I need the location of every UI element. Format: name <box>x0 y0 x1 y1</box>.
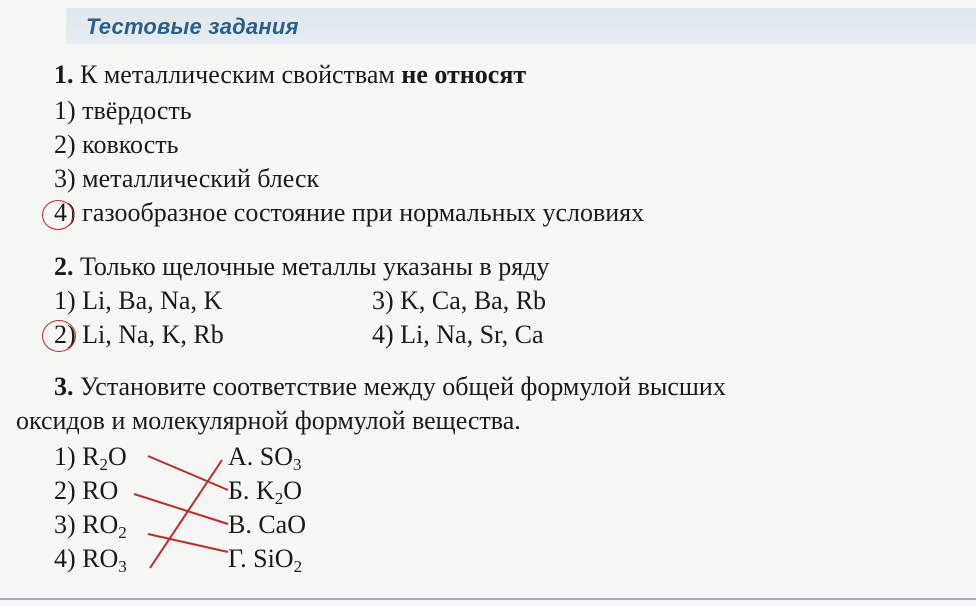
q2-option-3: 3) K, Ca, Ba, Rb <box>372 286 547 315</box>
left-item-label: 3) <box>54 510 76 539</box>
left-formula-subscript: 2 <box>118 523 127 542</box>
right-formula-subscript: 2 <box>274 489 284 508</box>
right-item-label: Б. <box>228 476 250 505</box>
right-formula: CaO <box>258 510 307 539</box>
right-item-label: Г. <box>228 544 247 573</box>
q1-option-1: 1) твёрдость <box>54 96 192 125</box>
match-line-2-v <box>134 494 228 524</box>
left-formula: RO <box>82 510 119 539</box>
question-1-text: К металлическим свойствам <box>80 60 395 89</box>
left-formula: RO <box>82 544 119 573</box>
right-formula: SO <box>259 442 294 471</box>
match-line-1-b <box>148 456 228 490</box>
left-formula: R <box>82 442 100 471</box>
page-title: Тестовые задания <box>86 14 299 39</box>
right-formula: SiO <box>253 544 294 573</box>
q1-option-3: 3) металлический блеск <box>54 164 320 193</box>
question-1-number: 1. <box>54 60 74 89</box>
right-item-label: В. <box>228 510 252 539</box>
question-3-text-line2: оксидов и молекулярной формулой вещества. <box>16 406 521 435</box>
right-formula-subscript: 3 <box>293 455 302 474</box>
left-formula: RO <box>82 476 119 505</box>
right-formula-subscript: 2 <box>293 557 303 576</box>
left-formula-subscript: 2 <box>99 455 109 474</box>
question-3-number: 3. <box>54 372 74 401</box>
match-line-4-a <box>150 460 222 568</box>
left-formula-tail: O <box>108 442 127 471</box>
right-item-label: А. <box>228 442 254 471</box>
q2-option-1: 1) Li, Ba, Na, K <box>54 286 223 315</box>
question-1-emphasis: не относят <box>401 60 527 89</box>
match-line-3-g <box>148 534 228 552</box>
left-item-label: 1) <box>54 442 76 471</box>
right-formula: K <box>255 476 275 505</box>
question-2-number: 2. <box>54 252 74 281</box>
question-3-text-line1: Установите соответствие между общей формулой высших <box>80 372 726 401</box>
left-formula-subscript: 3 <box>118 557 127 576</box>
q1-option-4: 4) газообразное состояние при нормальных условиях <box>54 198 645 227</box>
question-2-text: Только щелочные металлы указаны в ряду <box>80 252 550 281</box>
q1-option-2: 2) ковкость <box>54 130 179 159</box>
q2-option-4: 4) Li, Na, Sr, Ca <box>372 320 544 349</box>
left-item-label: 2) <box>54 476 76 505</box>
left-item-label: 4) <box>54 544 76 573</box>
right-formula-tail: O <box>283 476 302 505</box>
bottom-divider <box>0 598 976 600</box>
q2-option-2: 2) Li, Na, K, Rb <box>54 320 224 349</box>
